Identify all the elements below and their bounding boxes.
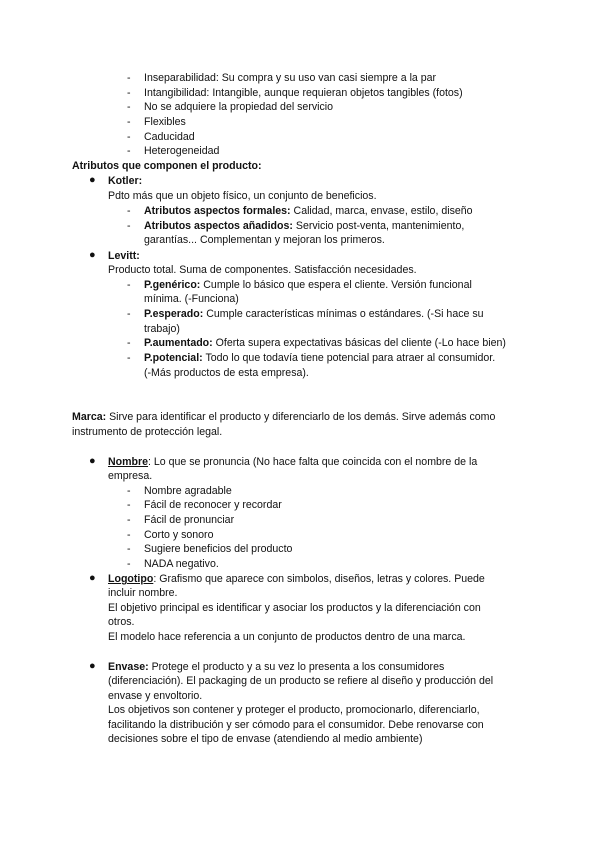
list-item: Flexibles: [144, 116, 186, 128]
nombre-paragraph: Nombre: Lo que se pronuncia (No hace falta que coincida con el nombre de la: [108, 456, 478, 468]
envase-paragraph: Envase: Protege el producto y a su vez lo presenta a los consumidores: [108, 661, 445, 673]
list-item: Inseparabilidad: Su compra y su uso van casi siempre a la par: [144, 72, 437, 84]
list-item: Atributos aspectos formales: Calidad, marca, envase, estilo, diseño: [144, 205, 473, 217]
dash-marker: -: [127, 145, 131, 157]
dash-marker: -: [127, 205, 131, 217]
envase-line: facilitando la distribución y ser cómodo para el consumidor. Debe renovarse con: [108, 719, 484, 731]
levitt-description: Producto total. Suma de componentes. Satisfacción necesidades.: [108, 264, 417, 276]
dash-marker: -: [127, 116, 131, 128]
list-item: Atributos aspectos añadidos: Servicio post-venta, mantenimiento,: [144, 220, 465, 232]
dash-marker: -: [127, 101, 131, 113]
marca-continuation: instrumento de protección legal.: [72, 426, 223, 438]
bullet-marker: ●: [89, 174, 96, 186]
logotipo-line: El modelo hace referencia a un conjunto de productos dentro de una marca.: [108, 631, 466, 643]
envase-line: Los objetivos son contener y proteger el producto, promocionarlo, diferenciarlo,: [108, 704, 480, 716]
list-item: Fácil de reconocer y recordar: [144, 499, 282, 511]
dash-marker: -: [127, 337, 131, 349]
kotler-title: Kotler:: [108, 175, 143, 187]
list-item-continuation: garantías... Complementan y mejoran los primeros.: [144, 234, 385, 246]
envase-line: (diferenciación). El packaging de un producto se refiere al diseño y producción del: [108, 675, 494, 687]
kotler-description: Pdto más que un objeto físico, un conjunto de beneficios.: [108, 190, 377, 202]
logotipo-line: El objetivo principal es identificar y asociar los productos y la diferenciación con: [108, 602, 481, 614]
section-heading: Atributos que componen el producto:: [72, 160, 262, 172]
list-item: No se adquiere la propiedad del servicio: [144, 101, 334, 113]
dash-marker: -: [127, 514, 131, 526]
list-item: NADA negativo.: [144, 558, 219, 570]
bullet-marker: ●: [89, 572, 96, 584]
bullet-marker: ●: [89, 455, 96, 467]
list-item: Heterogeneidad: [144, 145, 220, 157]
list-item: P.genérico: Cumple lo básico que espera el cliente. Versión funcional: [144, 279, 472, 291]
levitt-title: Levitt:: [108, 250, 140, 262]
bullet-marker: ●: [89, 660, 96, 672]
dash-marker: -: [127, 558, 131, 570]
list-item: Caducidad: [144, 131, 195, 143]
list-item: Sugiere beneficios del producto: [144, 543, 293, 555]
dash-marker: -: [127, 529, 131, 541]
dash-marker: -: [127, 352, 131, 364]
dash-marker: -: [127, 87, 131, 99]
list-item: P.potencial: Todo lo que todavía tiene potencial para atraer al consumidor.: [144, 352, 496, 364]
dash-marker: -: [127, 499, 131, 511]
bullet-marker: ●: [89, 249, 96, 261]
dash-marker: -: [127, 485, 131, 497]
list-item: P.esperado: Cumple características mínimas o estándares. (-Si hace su: [144, 308, 484, 320]
list-item: P.aumentado: Oferta supera expectativas básicas del cliente (-Lo hace bien): [144, 337, 506, 349]
list-item-continuation: trabajo): [144, 323, 180, 335]
logotipo-line: incluir nombre.: [108, 587, 178, 599]
marca-paragraph: Marca: Sirve para identificar el producto y diferenciarlo de los demás. Sirve además como: [72, 411, 496, 423]
list-item: Nombre agradable: [144, 485, 232, 497]
dash-marker: -: [127, 220, 131, 232]
dash-marker: -: [127, 131, 131, 143]
list-item: Intangibilidad: Intangible, aunque requieran objetos tangibles (fotos): [144, 87, 463, 99]
list-item: Fácil de pronunciar: [144, 514, 235, 526]
list-item-continuation: (-Más productos de esta empresa).: [144, 367, 309, 379]
dash-marker: -: [127, 543, 131, 555]
dash-marker: -: [127, 279, 131, 291]
nombre-continuation: empresa.: [108, 470, 153, 482]
logotipo-paragraph: Logotipo: Grafismo que aparece con simbolos, diseños, letras y colores. Puede: [108, 573, 485, 585]
envase-line: envase y envoltorio.: [108, 690, 203, 702]
list-item-continuation: mínima. (-Funciona): [144, 293, 239, 305]
dash-marker: -: [127, 72, 131, 84]
dash-marker: -: [127, 308, 131, 320]
list-item: Corto y sonoro: [144, 529, 214, 541]
envase-line: decisiones sobre el tipo de envase (atendiendo al medio ambiente): [108, 733, 423, 745]
logotipo-line: otros.: [108, 616, 135, 628]
